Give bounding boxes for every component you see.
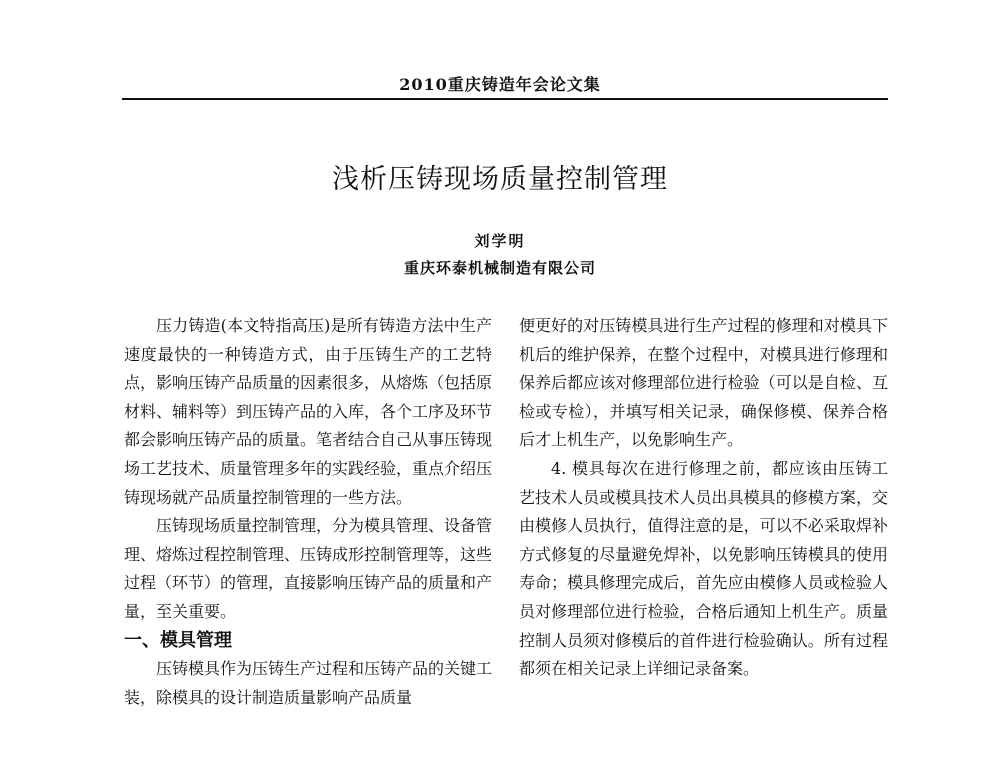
body-paragraph: 压力铸造(本文特指高压)是所有铸造方法中生产速度最快的一种铸造方式，由于压铸生产的工艺特点，影响压铸产品质量的因素很多，从熔炼（包括原材料、辅料等）到压铸产品的入库，各个工序及环节都会影响压铸产品的质量。笔者结合自己从事压铸现场工艺技术、质量管理多年的实践经验，重点介绍压铸现场就产品质量控制管理的一些方法。 xyxy=(124,316,493,507)
body-paragraph: 压铸模具作为压铸生产过程和压铸产品的关键工装，除模具的设计制造质量影响产品质量 xyxy=(124,659,493,707)
section-heading: 一、模具管理 xyxy=(124,629,232,651)
body-paragraph: 便更好的对压铸模具进行生产过程的修理和对模具下机后的维护保养，在整个过程中，对模具进行修理和保养后都应该对修理部位进行检验（可以是自检、互检或专检），并填写相关记录，确保修模、保养合格后才上机生产，以免影响生产。 xyxy=(519,316,888,450)
author-name: 刘学明 xyxy=(474,232,526,250)
article-title: 浅析压铸现场质量控制管理 xyxy=(332,164,668,195)
body-paragraph: 压铸现场质量控制管理，分为模具管理、设备管理、熔炼过程控制管理、压铸成形控制管理等，这些过程（环节）的管理，直接影响压铸产品的质量和产量，至关重要。 xyxy=(124,516,493,621)
body-paragraph: 4. 模具每次在进行修理之前，都应该由压铸工艺技术人员或模具技术人员出具模具的修模方案，交由模修人员执行，值得注意的是，可以不必采取焊补方式修复的尽量避免焊补，以免影响压铸模具的使用寿命；模具修理完成后，首先应由模修人员或检验人员对修理部位进行检验，合格后通知上机生产。质量控制人员须对修模后的首件进行检验确认。所有过程都须在相关记录上详细记录备案。 xyxy=(519,458,888,679)
author-affiliation: 重庆环泰机械制造有限公司 xyxy=(403,259,596,277)
header-rule xyxy=(122,98,888,100)
right-column xyxy=(519,312,888,684)
running-header: 2010重庆铸造年会论文集 xyxy=(399,75,601,94)
left-column xyxy=(124,312,492,712)
